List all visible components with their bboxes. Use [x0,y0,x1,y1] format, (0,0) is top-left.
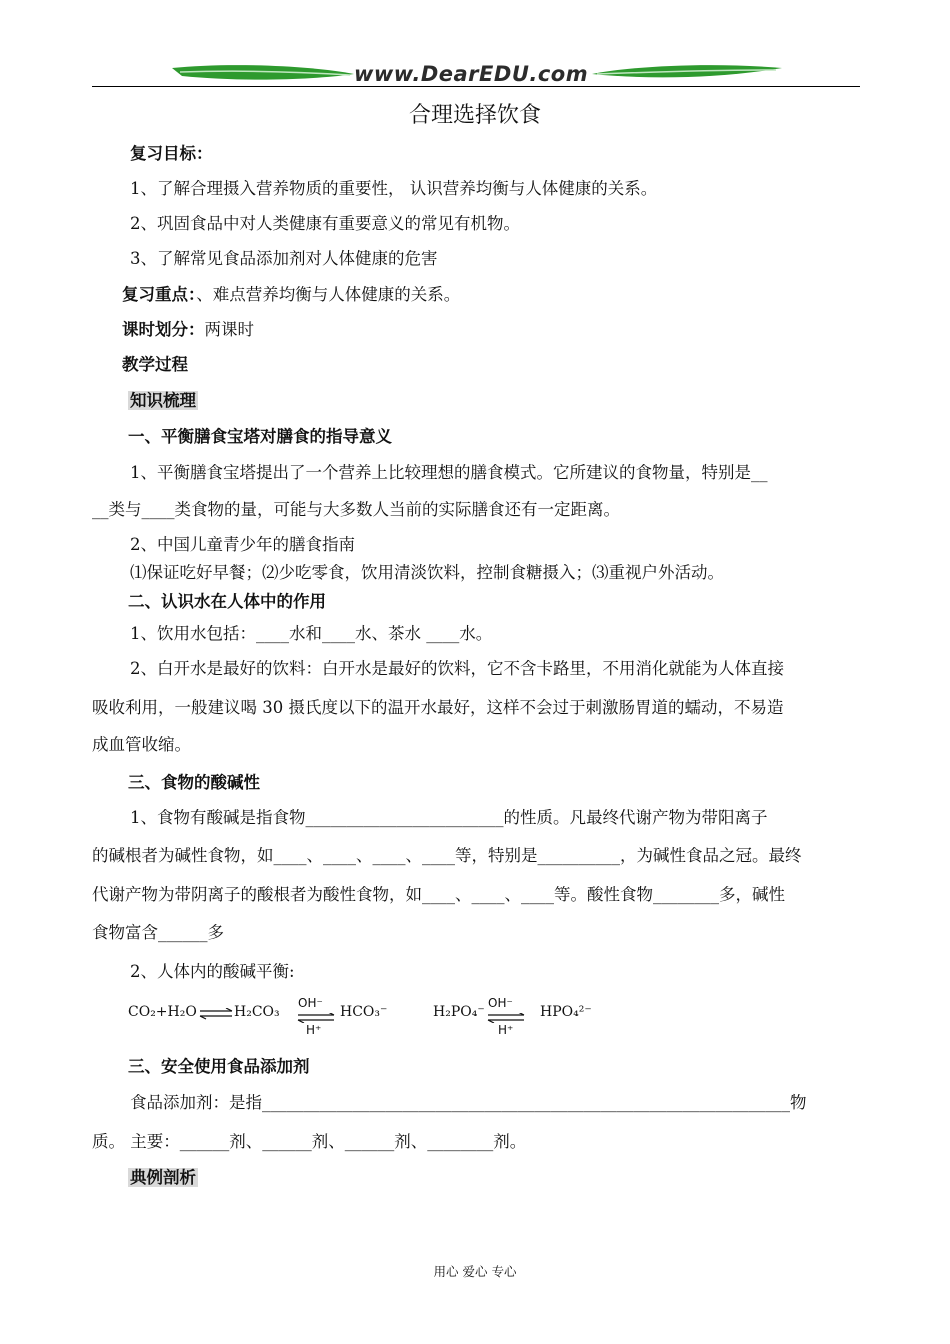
process-heading: 教学过程 [122,355,188,374]
chem-hydrogen-phosphate: HPO₄²⁻ [540,1004,592,1020]
goal-1: 1、了解合理摄入营养物质的重要性， 认识营养均衡与人体健康的关系。 [130,179,658,198]
s3-paragraph-2: 2、人体内的酸碱平衡: [130,962,295,981]
s1-paragraph-1b: __类与____类食物的量，可能与大多数人当前的实际膳食还有一定距离。 [92,500,620,519]
header-divider [92,86,860,87]
chem-h-label-1: H⁺ [306,1023,322,1037]
s1-paragraph-1a: 1、平衡膳食宝塔提出了一个营养上比较理想的膳食模式。它所建议的食物量，特别是__ [130,463,768,482]
examples-heading: 典例剖析 [130,1168,196,1187]
section-2-heading: 二、认识水在人体中的作用 [128,592,326,611]
chem-oh-label-1: OH⁻ [298,996,323,1010]
schedule-label: 课时划分： [122,320,205,339]
chem-reactants: CO₂+H₂O [128,1004,197,1020]
chem-carbonic-acid: H₂CO₃ [234,1004,280,1020]
chem-dihydrogen-phosphate: H₂PO₄⁻ [433,1004,485,1020]
acid-base-equations [128,996,688,1040]
chem-bicarbonate: HCO₃⁻ [340,1004,388,1020]
section-1-heading: 一、平衡膳食宝塔对膳食的指导意义 [128,427,392,446]
focus-line [122,283,892,307]
s2-paragraph-2b: 吸收利用，一般建议喝 30 摄氏度以下的温开水最好，这样不会过于刺激肠胃道的蠕动，不易造 [92,698,784,717]
focus-label: 复习重点： [122,285,197,304]
s4-paragraph-1a: 食品添加剂：是指________________________________________________________________物 [130,1093,807,1112]
focus-text: 、难点营养均衡与人体健康的关系。 [196,285,461,304]
s2-paragraph-2c: 成血管收缩。 [92,735,191,754]
s4-paragraph-1b: 质。 主要：______剂、______剂、______剂、________剂。 [92,1132,527,1151]
chem-h-label-2: H⁺ [498,1023,514,1037]
section-3-heading: 三、食物的酸碱性 [128,773,260,792]
chem-oh-label-2: OH⁻ [488,996,513,1010]
goal-2: 2、巩固食品中对人类健康有重要意义的常见有机物。 [130,214,520,233]
schedule-line [122,318,892,342]
s3-paragraph-1d: 食物富含______多 [92,923,224,942]
goal-3: 3、了解常见食品添加剂对人体健康的危害 [130,249,438,268]
equilibrium-arrow-icon [486,1013,526,1023]
page-title: 合理选择饮食 [408,103,541,128]
s3-paragraph-1b: 的碱根者为碱性食物，如____、____、____、____等，特别是__________，为碱性食品之冠。最终 [92,846,802,865]
s2-paragraph-1: 1、饮用水包括：____水和____水、茶水 ____水。 [130,624,493,643]
knowledge-heading: 知识梳理 [130,391,196,410]
knowledge-heading-row [128,389,898,413]
s3-paragraph-1c: 代谢产物为带阴离子的酸根者为酸性食物，如____、____、____等。酸性食物________多，碱性 [92,885,785,904]
examples-heading-row [128,1166,898,1190]
s1-paragraph-3: ⑴保证吃好早餐；⑵少吃零食，饮用清淡饮料，控制食糖摄入；⑶重视户外活动。 [130,563,724,582]
schedule-text: 两课时 [204,320,254,339]
page-footer: 用心 爱心 专心 [433,1264,517,1279]
section-4-heading: 三、安全使用食品添加剂 [128,1057,310,1076]
s3-paragraph-1a: 1、食物有酸碱是指食物________________________的性质。凡最终代谢产物为带阳离子 [130,808,768,827]
s1-paragraph-2: 2、中国儿童青少年的膳食指南 [130,535,355,554]
s2-paragraph-2a: 2、白开水是最好的饮料：白开水是最好的饮料，它不含卡路里，不用消化就能为人体直接 [130,659,784,678]
equilibrium-arrow-icon [198,1008,234,1020]
site-logo-text[interactable]: www.DearEDU.com [354,62,589,86]
goals-heading: 复习目标： [130,144,213,163]
equilibrium-arrow-icon [296,1013,336,1023]
